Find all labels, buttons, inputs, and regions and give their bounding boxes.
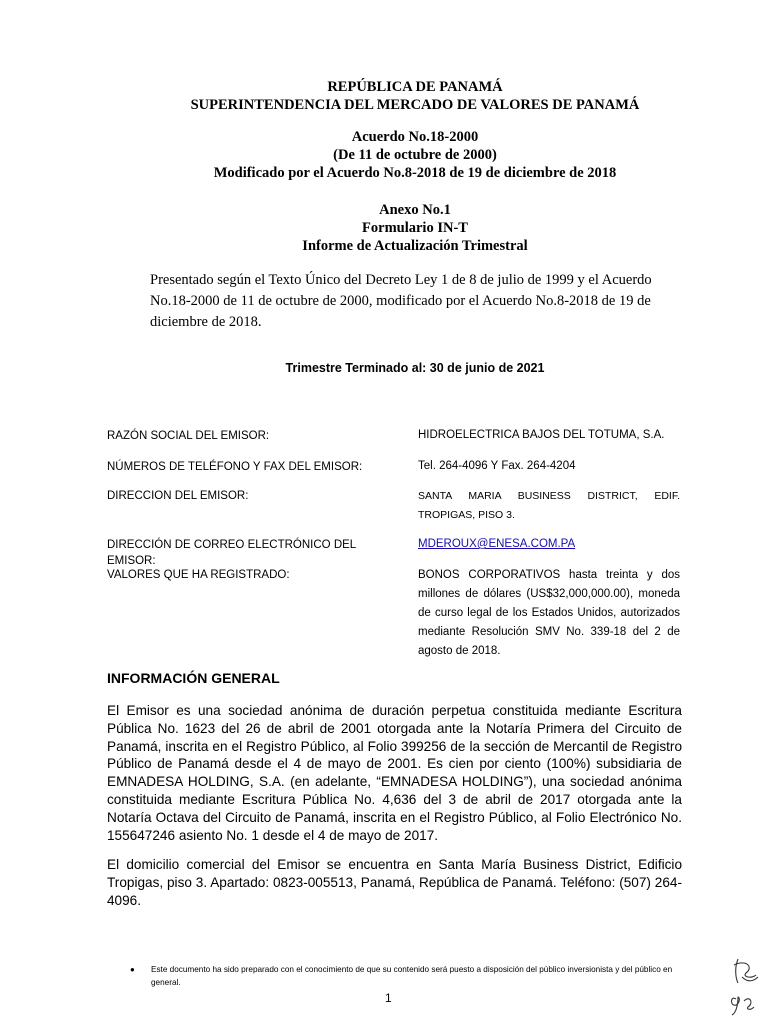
header-line-modificado: Modificado por el Acuerdo No.8-2018 de 19 de diciembre de 2018 [213,165,617,181]
intro-paragraph: Presentado según el Texto Único del Decreto Ley 1 de 8 de julio de 1999 y el Acuerdo No.18-2000 de 11 de octubre de 2000, modificado por el Acuerdo No.8-2018 de 19 de diciembre de 2018. [150,272,652,330]
header-line-acuerdo: Acuerdo No.18-2000 [351,129,479,145]
header-line-formulario: Formulario IN-T [362,220,468,236]
header-line-republic: REPÚBLICA DE PANAMÁ [327,79,503,95]
field-label-razon-social: RAZÓN SOCIAL DEL EMISOR: [107,430,270,442]
field-value-valores: BONOS CORPORATIVOS hasta treinta y dos millones de dólares (US$32,000,000.00), moneda de curso legal de los Estados Unidos, autorizados mediante Resolución SMV No. 339-18 del 2 de agosto de 2018. [418,569,680,657]
page-number: 1 [385,991,392,1005]
general-info-paragraph-2: El domicilio comercial del Emisor se encuentra en Santa María Business District, Edificio Tropigas, piso 3. Apartado: 0823-005513, Panamá, República de Panamá. Teléfono: (507) 264-4096. [107,857,682,908]
field-label-correo: DIRECCIÓN DE CORREO ELECTRÓNICO DEL EMISOR: [107,539,356,567]
bullet-icon: ● [130,965,135,974]
header-line-date: (De 11 de octubre de 2000) [333,147,497,163]
header-annex [100,201,730,255]
field-value-razon-social: HIDROELECTRICA BAJOS DEL TOTUMA, S.A. [418,429,665,441]
field-label-telefono: NÚMEROS DE TELÉFONO Y FAX DEL EMISOR: [107,461,363,473]
general-info-paragraph-1: El Emisor es una sociedad anónima de duración perpetua constituida mediante Escritura Pública No. 1623 del 26 de abril de 2001 otorgada ante la Notaría Primera del Circuito de Panamá, inscrita en el Registro Público, al Folio 399256 de la sección de Mercantil de Registro Público de Panamá desde el 4 de mayo de 2001. Es cien por ciento (100%) subsidiaria de EMNADESA HOLDING, S.A. (en adelante, “EMNADESA HOLDING”), una sociedad anónima constituida mediante Escritura Pública No. 4,636 del 3 de abril de 2017 otorgada ante la Notaría Octava del Circuito de Panamá, inscrita en el Registro Público, al Folio Electrónico No. 155647246 asiento No. 1 desde el 4 de mayo de 2017. [107,703,682,843]
field-value-direccion: SANTA MARIA BUSINESS DISTRICT, EDIF. TROPIGAS, PISO 3. [418,490,680,521]
field-label-valores: VALORES QUE HA REGISTRADO: [107,569,290,581]
email-link[interactable]: MDEROUX@ENESA.COM.PA [418,538,576,550]
handwritten-initials [724,955,764,1017]
field-value-telefono: Tel. 264-4096 Y Fax. 264-4204 [418,460,576,472]
header-authority [100,78,730,114]
header-line-informe: Informe de Actualización Trimestral [302,238,528,254]
header-line-anexo: Anexo No.1 [379,202,451,218]
quarter-ended: Trimestre Terminado al: 30 de junio de 2021 [285,361,545,375]
section-title: INFORMACIÓN GENERAL [107,670,280,686]
header-agreement [100,128,730,182]
field-label-direccion: DIRECCION DEL EMISOR: [107,490,249,502]
header-line-superintendencia: SUPERINTENDENCIA DEL MERCADO DE VALORES DE PANAMÁ [190,97,640,113]
footnote-text: Este documento ha sido preparado con el conocimiento de que su contenido será puesto a disposición del público inversionista y del público en general. [151,965,673,987]
